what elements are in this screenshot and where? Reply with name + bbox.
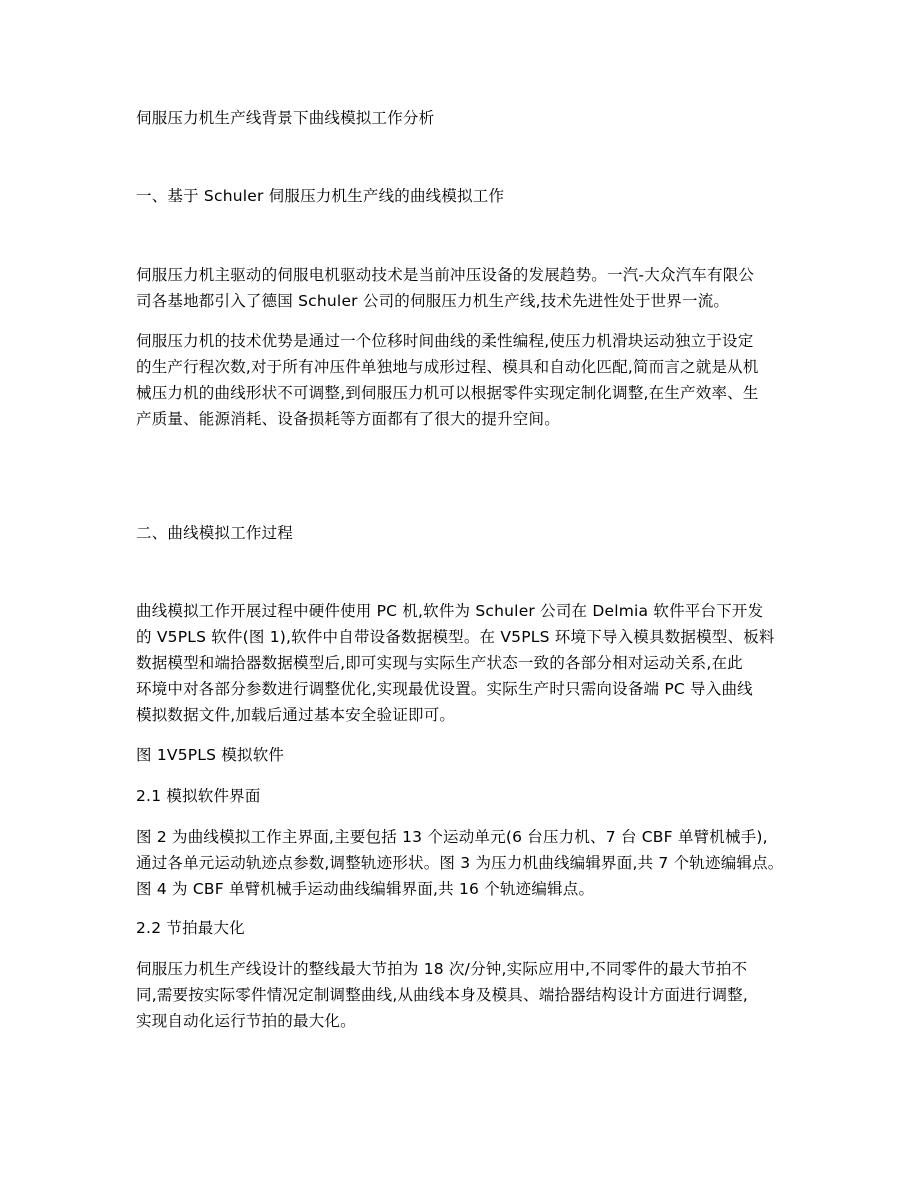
paragraph-2-line-1: 伺服压力机的技术优势是通过一个位移时间曲线的柔性编程,使压力机滑块运动独立于设定 [136, 332, 754, 350]
paragraph-5-line-2: 同,需要按实际零件情况定制调整曲线,从曲线本身及模具、端拾器结构设计方面进行调整, [136, 986, 748, 1004]
paragraph-3-line-1: 曲线模拟工作开展过程中硬件使用 PC 机,软件为 Schuler 公司在 Delmia 软件平台下开发 [136, 602, 764, 620]
section-2-heading: 二、曲线模拟工作过程 [136, 524, 294, 542]
section-1-heading: 一、基于 Schuler 伺服压力机生产线的曲线模拟工作 [136, 187, 505, 205]
paragraph-3-line-3: 数据模型和端拾器数据模型后,即可实现与实际生产状态一致的各部分相对运动关系,在此 [136, 654, 743, 672]
paragraph-5-line-3: 实现自动化运行节拍的最大化。 [136, 1012, 356, 1030]
subsection-2-2-heading: 2.2 节拍最大化 [136, 919, 245, 937]
paragraph-3-line-5: 模拟数据文件,加载后通过基本安全验证即可。 [136, 706, 456, 724]
paragraph-4-line-2: 通过各单元运动轨迹点参数,调整轨迹形状。图 3 为压力机曲线编辑界面,共 7 个轨迹编辑点。 [136, 854, 784, 872]
paragraph-4-line-3: 图 4 为 CBF 单臂机械手运动曲线编辑界面,共 16 个轨迹编辑点。 [136, 880, 595, 898]
paragraph-2-line-2: 的生产行程次数,对于所有冲压件单独地与成形过程、模具和自动化匹配,简而言之就是从机 [136, 358, 759, 376]
subsection-2-1-heading: 2.1 模拟软件界面 [136, 787, 261, 805]
paragraph-1-line-2: 司各基地都引入了德国 Schuler 公司的伺服压力机生产线,技术先进性处于世界一流。 [136, 292, 730, 310]
paragraph-2-line-4: 产质量、能源消耗、设备损耗等方面都有了很大的提升空间。 [136, 410, 560, 428]
paragraph-5-line-1: 伺服压力机生产线设计的整线最大节拍为 18 次/分钟,实际应用中,不同零件的最大节拍不 [136, 960, 748, 978]
paragraph-1-line-1: 伺服压力机主驱动的伺服电机驱动技术是当前冲压设备的发展趋势。一汽-大众汽车有限公 [136, 266, 755, 284]
paragraph-3-line-4: 环境中对各部分参数进行调整优化,实现最优设置。实际生产时只需向设备端 PC 导入曲线 [136, 680, 753, 698]
paragraph-3-line-2: 的 V5PLS 软件(图 1),软件中自带设备数据模型。在 V5PLS 环境下导入模具数据模型、板料 [136, 628, 775, 646]
paragraph-4-line-1: 图 2 为曲线模拟工作主界面,主要包括 13 个运动单元(6 台压力机、7 台 CBF 单臂机械手), [136, 828, 768, 846]
document-title: 伺服压力机生产线背景下曲线模拟工作分析 [136, 109, 435, 127]
figure-1-caption: 图 1V5PLS 模拟软件 [136, 746, 285, 764]
paragraph-2-line-3: 械压力机的曲线形状不可调整,到伺服压力机可以根据零件实现定制化调整,在生产效率、生 [136, 384, 759, 402]
